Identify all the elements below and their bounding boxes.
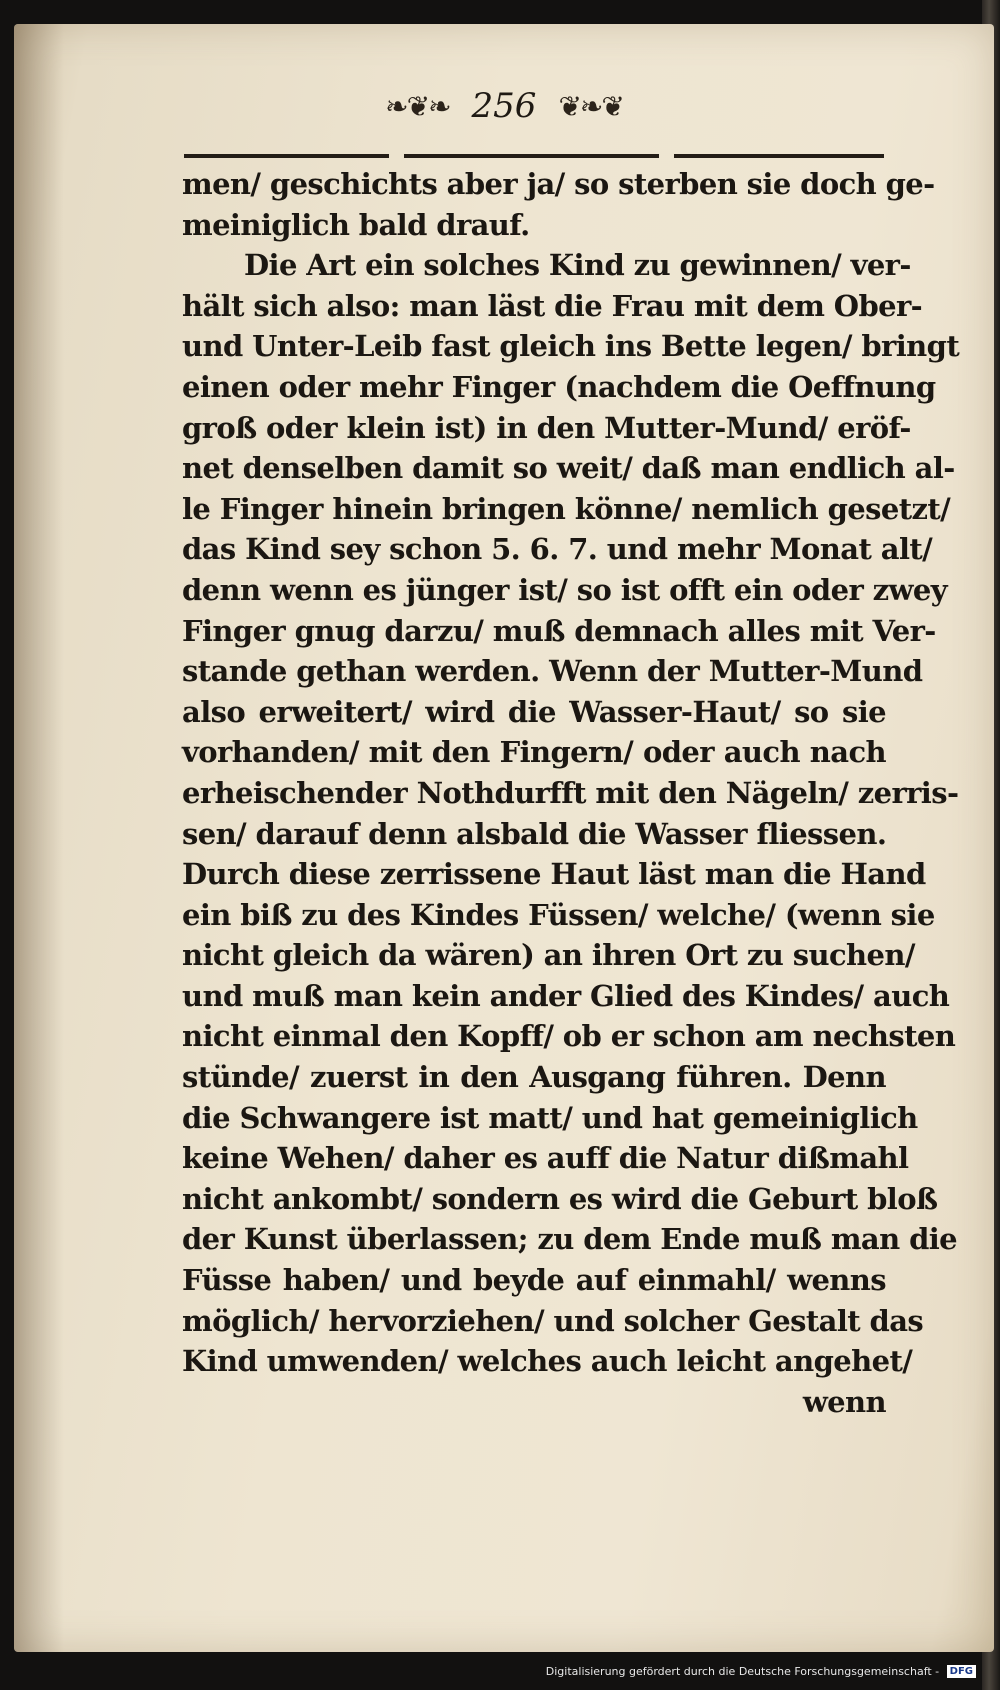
text-line: men/ geschichts aber ja/ so sterben sie doch ge-: [182, 167, 935, 201]
text-line: ein biß zu des Kindes Füssen/ welche/ (wenn sie: [182, 897, 935, 932]
page-number: 256: [471, 86, 537, 126]
credit-text: Digitalisierung gefördert durch die Deutsche Forschungsgemeinschaft -: [545, 1664, 940, 1678]
text-line: hält sich also: man läst die Frau mit dem Ober-: [182, 288, 923, 323]
header-rule-middle: [404, 154, 659, 158]
text-line: Finger gnug darzu/ muß demnach alles mit Ver-: [182, 613, 936, 648]
page-gutter-shadow: [14, 24, 64, 1652]
text-line: der Kunst überlassen; zu dem Ende muß man die: [182, 1222, 958, 1257]
text-line: meiniglich bald drauf.: [182, 207, 530, 242]
ornament-left-icon: ❧❦❧: [385, 89, 450, 123]
text-line: möglich/ hervorziehen/ und solcher Gestalt das: [182, 1303, 924, 1338]
text-line: die Schwangere ist matt/ und hat gemeiniglich: [182, 1100, 918, 1135]
text-line: stande gethan werden. Wenn der Mutter-Mund: [182, 654, 923, 689]
text-line: Füsse haben/ und beyde auf einmahl/ wenns: [182, 1263, 886, 1298]
text-line: und Unter-Leib fast gleich ins Bette legen/ bringt: [182, 329, 960, 364]
book-page: [14, 24, 994, 1652]
text-line: groß oder klein ist) in den Mutter-Mund/ eröf-: [182, 410, 911, 445]
text-line: das Kind sey schon 5. 6. 7. und mehr Monat alt/: [182, 532, 933, 567]
text-line: Durch diese zerrissene Haut läst man die Hand: [182, 857, 926, 892]
text-line: erheischender Nothdurfft mit den Nägeln/ zerris-: [182, 775, 959, 810]
text-line: net denselben damit so weit/ daß man endlich al-: [182, 451, 955, 486]
text-line: nicht gleich da wären) an ihren Ort zu suchen/: [182, 938, 915, 973]
text-line: sen/ darauf denn alsbald die Wasser fliessen.: [182, 816, 887, 851]
text-line: nicht ankombt/ sondern es wird die Geburt bloß: [182, 1181, 938, 1216]
text-line: Kind umwenden/ welches auch leicht angehet/: [182, 1344, 913, 1379]
digitization-credit: [546, 1665, 976, 1679]
text-line: le Finger hinein bringen könne/ nemlich gesetzt/: [182, 491, 951, 526]
catchword: wenn: [802, 1384, 886, 1419]
text-line: vorhanden/ mit den Fingern/ oder auch nach: [182, 735, 886, 770]
text-line: nicht einmal den Kopff/ ob er schon am nechsten: [182, 1019, 956, 1054]
text-line: Die Art ein solches Kind zu gewinnen/ ver-: [244, 248, 911, 283]
page-header: [14, 86, 994, 136]
text-line: keine Wehen/ daher es auff die Natur dißmahl: [182, 1141, 909, 1176]
body-text: [182, 164, 960, 1422]
text-line: also erweitert/ wird die Wasser-Haut/ so sie: [182, 694, 886, 729]
text-line: denn wenn es jünger ist/ so ist offt ein oder zwey: [182, 572, 947, 607]
text-line: und muß man kein ander Glied des Kindes/ auch: [182, 978, 950, 1013]
text-line: einen oder mehr Finger (nachdem die Oeffnung: [182, 369, 936, 404]
ornament-right-icon: ❦❧❦: [558, 89, 623, 123]
header-rule-right: [674, 154, 884, 158]
text-line: stünde/ zuerst in den Ausgang führen. Denn: [182, 1060, 886, 1095]
header-rule-left: [184, 154, 389, 158]
dfg-logo-icon: DFG: [947, 1665, 976, 1678]
